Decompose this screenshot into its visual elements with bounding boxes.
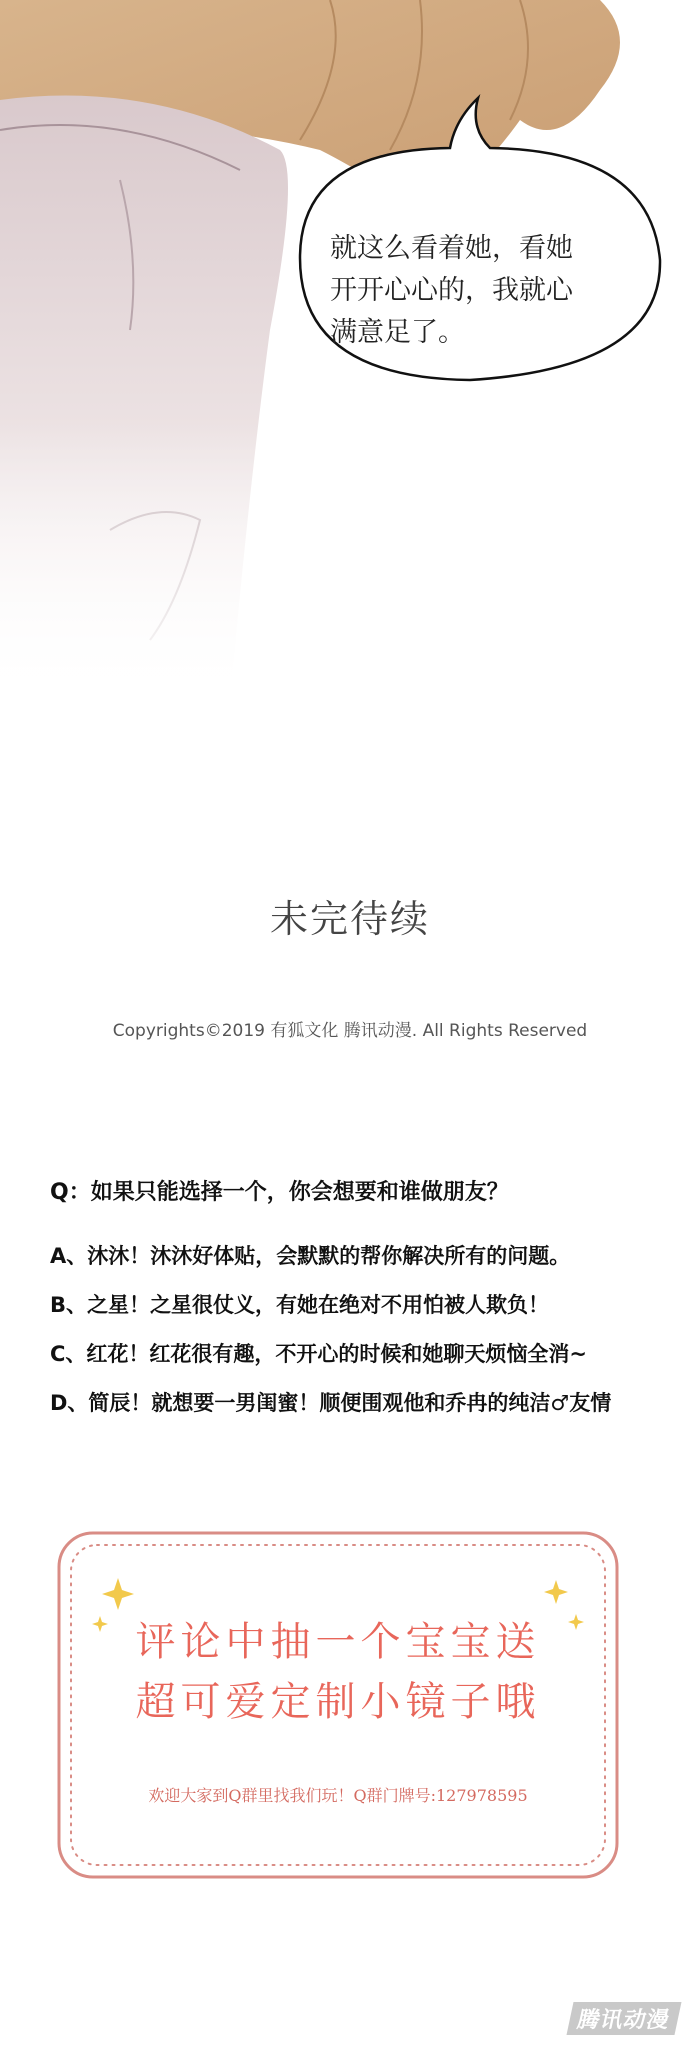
copyright-text: Copyrights©2019 有狐文化 腾讯动漫. All Rights Reserved: [112, 1021, 588, 1041]
answer-option-b: B、之星！之星很仗义，有她在绝对不用怕被人欺负！: [50, 1293, 550, 1317]
speech-line: 就这么看着她，看她: [330, 233, 573, 264]
promo-line-1: 评论中抽一个宝宝送: [135, 1619, 541, 1665]
qq-group-note: 欢迎大家到Q群里找我们玩！Q群门牌号:127978595: [148, 1786, 528, 1805]
speech-line: 满意足了。: [330, 317, 465, 348]
to-be-continued: 未完待续: [269, 897, 430, 941]
answer-option-c: C、红花！红花很有趣，不开心的时候和她聊天烦恼全消~: [50, 1342, 588, 1366]
answer-option-a: A、沐沐！沐沐好体贴，会默默的帮你解决所有的问题。: [50, 1244, 571, 1268]
watermark-logo: 腾讯动漫: [566, 2002, 681, 2035]
answer-option-d: D、简辰！就想要一男闺蜜！顺便围观他和乔冉的纯洁♂友情: [50, 1391, 612, 1415]
giveaway-card: [56, 1530, 620, 1880]
question-text: Q：如果只能选择一个，你会想要和谁做朋友？: [50, 1180, 509, 1205]
question-section: [50, 1175, 690, 1436]
speech-bubble-text: [330, 228, 650, 354]
promo-line-2: 超可爱定制小镜子哦: [135, 1679, 541, 1725]
fade-overlay: [0, 420, 700, 700]
speech-line: 开开心心的，我就心: [330, 275, 573, 306]
